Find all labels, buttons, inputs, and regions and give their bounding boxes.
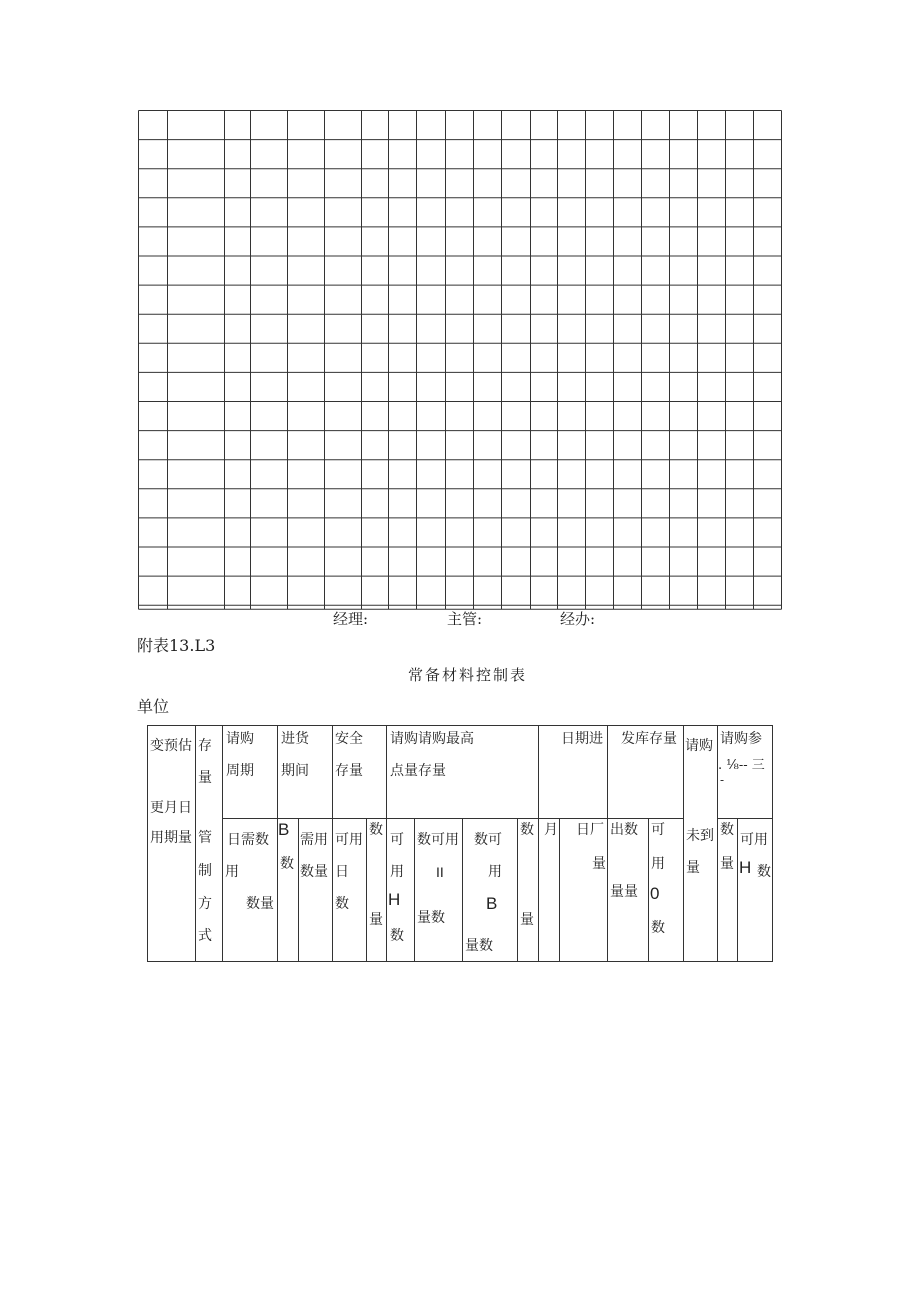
appendix-label: 附表13.L3: [137, 636, 216, 655]
cell-subheader: 量: [369, 912, 383, 928]
cell-header: 更月日: [150, 800, 192, 816]
cell-subheader: 量: [520, 912, 534, 928]
cell-header: -: [720, 773, 725, 787]
cell-subheader: 0: [650, 884, 660, 903]
cell-subheader: 可用: [335, 832, 363, 848]
cell-subheader: 用: [651, 856, 665, 872]
cell-header: . ⅛-- 三: [718, 758, 765, 773]
supervisor-signature-label: 主管:: [447, 610, 483, 628]
cell-subheader: 数量: [246, 896, 274, 912]
cell-header: 请购请购最高: [390, 731, 474, 747]
cell-header: 制: [198, 863, 212, 879]
handler-signature-label: 经办:: [560, 610, 596, 628]
unit-label: 单位: [137, 697, 170, 716]
cell-subheader: 数: [335, 896, 349, 912]
cell-header: 请购: [226, 731, 254, 747]
cell-subheader: 数: [390, 928, 404, 944]
cell-header: 存: [198, 738, 212, 754]
cell-subheader: 数: [369, 822, 383, 838]
cell-subheader: 用: [390, 864, 404, 880]
cell-subheader: 数: [720, 822, 734, 838]
cell-subheader: 量量: [610, 884, 638, 900]
cell-subheader: 数可用: [417, 832, 459, 848]
cell-header: 点量存量: [390, 763, 446, 779]
cell-subheader: 量数: [465, 938, 493, 954]
cell-subheader: 未到: [686, 828, 714, 844]
cell-subheader: II: [436, 864, 444, 880]
cell-header: 管: [198, 830, 212, 846]
cell-subheader: H: [388, 890, 401, 909]
cell-subheader: 数: [757, 864, 771, 880]
cell-subheader: 数: [280, 856, 294, 872]
cell-header: 期间: [281, 763, 309, 779]
cell-header: 请购: [685, 738, 713, 754]
cell-header: 存量: [335, 763, 363, 779]
form-title: 常备材料控制表: [408, 666, 528, 684]
cell-subheader: 日需数: [227, 832, 269, 848]
cell-header: 进货: [281, 731, 309, 747]
cell-subheader: 用: [225, 864, 239, 880]
cell-subheader: 用: [488, 864, 502, 880]
cell-header: 请购参: [720, 731, 762, 747]
cell-header: 方: [198, 896, 212, 912]
cell-subheader: 可用: [740, 832, 768, 848]
cell-subheader: 量: [592, 856, 606, 872]
cell-subheader: 数: [651, 920, 665, 936]
cell-subheader: 数量: [300, 864, 328, 880]
cell-header: 安全: [335, 731, 363, 747]
cell-subheader: 数: [520, 822, 534, 838]
cell-subheader: 量数: [417, 910, 445, 926]
cell-header: 量: [198, 770, 212, 786]
cell-header: 变预估: [150, 738, 192, 754]
cell-subheader: 量: [720, 856, 734, 872]
cell-subheader: 量: [686, 860, 700, 876]
cell-subheader: 日厂: [576, 822, 604, 838]
cell-subheader: 数可: [474, 832, 502, 848]
cell-header: 日期进: [561, 731, 603, 747]
cell-subheader: B: [278, 820, 290, 839]
cell-header: 用期量: [150, 830, 192, 846]
cell-subheader: 出数: [610, 822, 638, 838]
cell-subheader: 日: [335, 864, 349, 880]
cell-subheader: B: [486, 894, 498, 913]
cell-subheader: 可: [390, 832, 404, 848]
cell-subheader: 可: [651, 822, 665, 838]
cell-header: 式: [198, 928, 212, 944]
manager-signature-label: 经理:: [333, 610, 369, 628]
cell-subheader: 需用: [300, 832, 328, 848]
cell-header: 周期: [226, 763, 254, 779]
cell-subheader: H: [739, 858, 752, 877]
cell-subheader: 月: [544, 822, 558, 838]
cell-header: 发库存量: [621, 731, 677, 747]
